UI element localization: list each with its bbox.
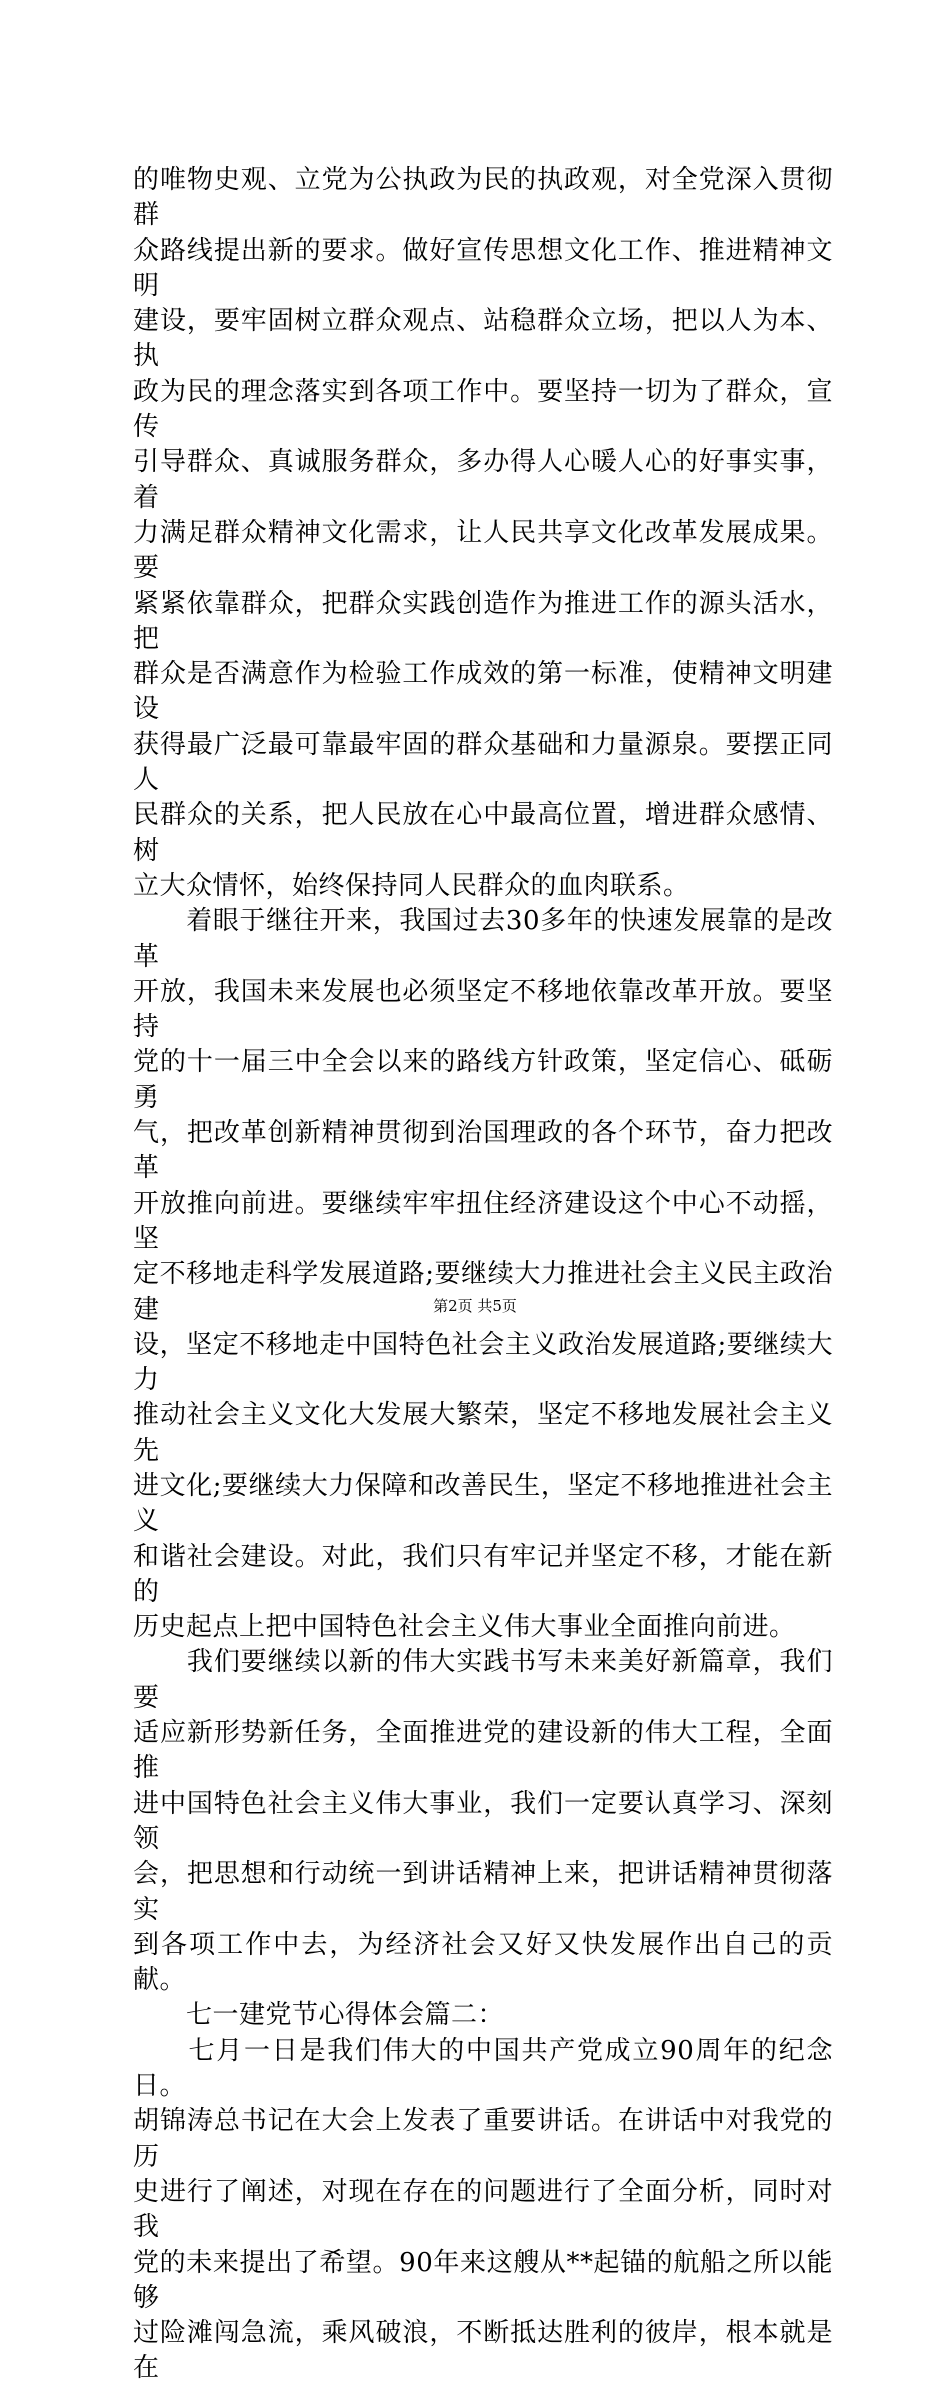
section-heading: 七一建党节心得体会篇二： bbox=[133, 2000, 505, 2031]
page-footer: 第2页 共5页 bbox=[433, 1297, 517, 1315]
paragraph-4: 七月一日是我们伟大的中国共产党成立90周年的纪念日。 胡锦涛总书记在大会上发表了重要讲话。在讲话中对我党的历 史进行了阐述，对现在存在的问题进行了全面分析，同时对我 党的未来提出了希望。90年来这艘从**起锚的航船之所以能够 过险滩闯急流，乘风破浪，不断抵达胜利的彼岸，根本就是在 bbox=[133, 2035, 833, 2384]
paragraph-2: 着眼于继往开来，我国过去30多年的快速发展靠的是改革 开放，我国未来发展也必须坚定不移地依靠改革开放。要坚持 党的十一届三中全会以来的路线方针政策，坚定信心、砥砺勇 气，把改革创新精神贯彻到治国理政的各个环节，奋力把改革 开放推向前进。要继续牢牢扭住经济建设这个中心不动摇，坚 定不移地走科学发展道路;要继续大力推进社会主义民主政治建 设，坚定不移地走中国特色社会主义政治发展道路;要继续大力 推动社会主义文化大发展大繁荣，坚定不移地发展社会主义先 进文化;要继续大力保障和改善民生，坚定不移地推进社会主义 和谐社会建设。对此，我们只有牢记并坚定不移，才能在新的 历史起点上把中国特色社会主义伟大事业全面推向前进。 bbox=[133, 906, 833, 1643]
paragraph-3: 我们要继续以新的伟大实践书写未来美好新篇章，我们要 适应新形势新任务，全面推进党的建设新的伟大工程，全面推 进中国特色社会主义伟大事业，我们一定要认真学习、深刻领 会，把思想和行动统一到讲话精神上来，把讲话精神贯彻落实 到各项工作中去，为经济社会又好又快发展作出自己的贡献。 bbox=[133, 1647, 833, 1996]
paragraph-1: 的唯物史观、立党为公执政为民的执政观，对全党深入贯彻群 众路线提出新的要求。做好宣传思想文化工作、推进精神文明 建设，要牢固树立群众观点、站稳群众立场，把以人为本、执 政为民的理念落实到各项工作中。要坚持一切为了群众，宣传 引导群众、真诚服务群众，多办得人心暖人心的好事实事，着 力满足群众精神文化需求，让人民共享文化改革发展成果。要 紧紧依靠群众，把群众实践创造作为推进工作的源头活水，把 群众是否满意作为检验工作成效的第一标准，使精神文明建设 获得最广泛最可靠最牢固的群众基础和力量源泉。要摆正同人 民群众的关系，把人民放在心中最高位置，增进群众感情、树 立大众情怀，始终保持同人民群众的血肉联系。 bbox=[133, 165, 833, 901]
body-text bbox=[133, 163, 833, 2387]
